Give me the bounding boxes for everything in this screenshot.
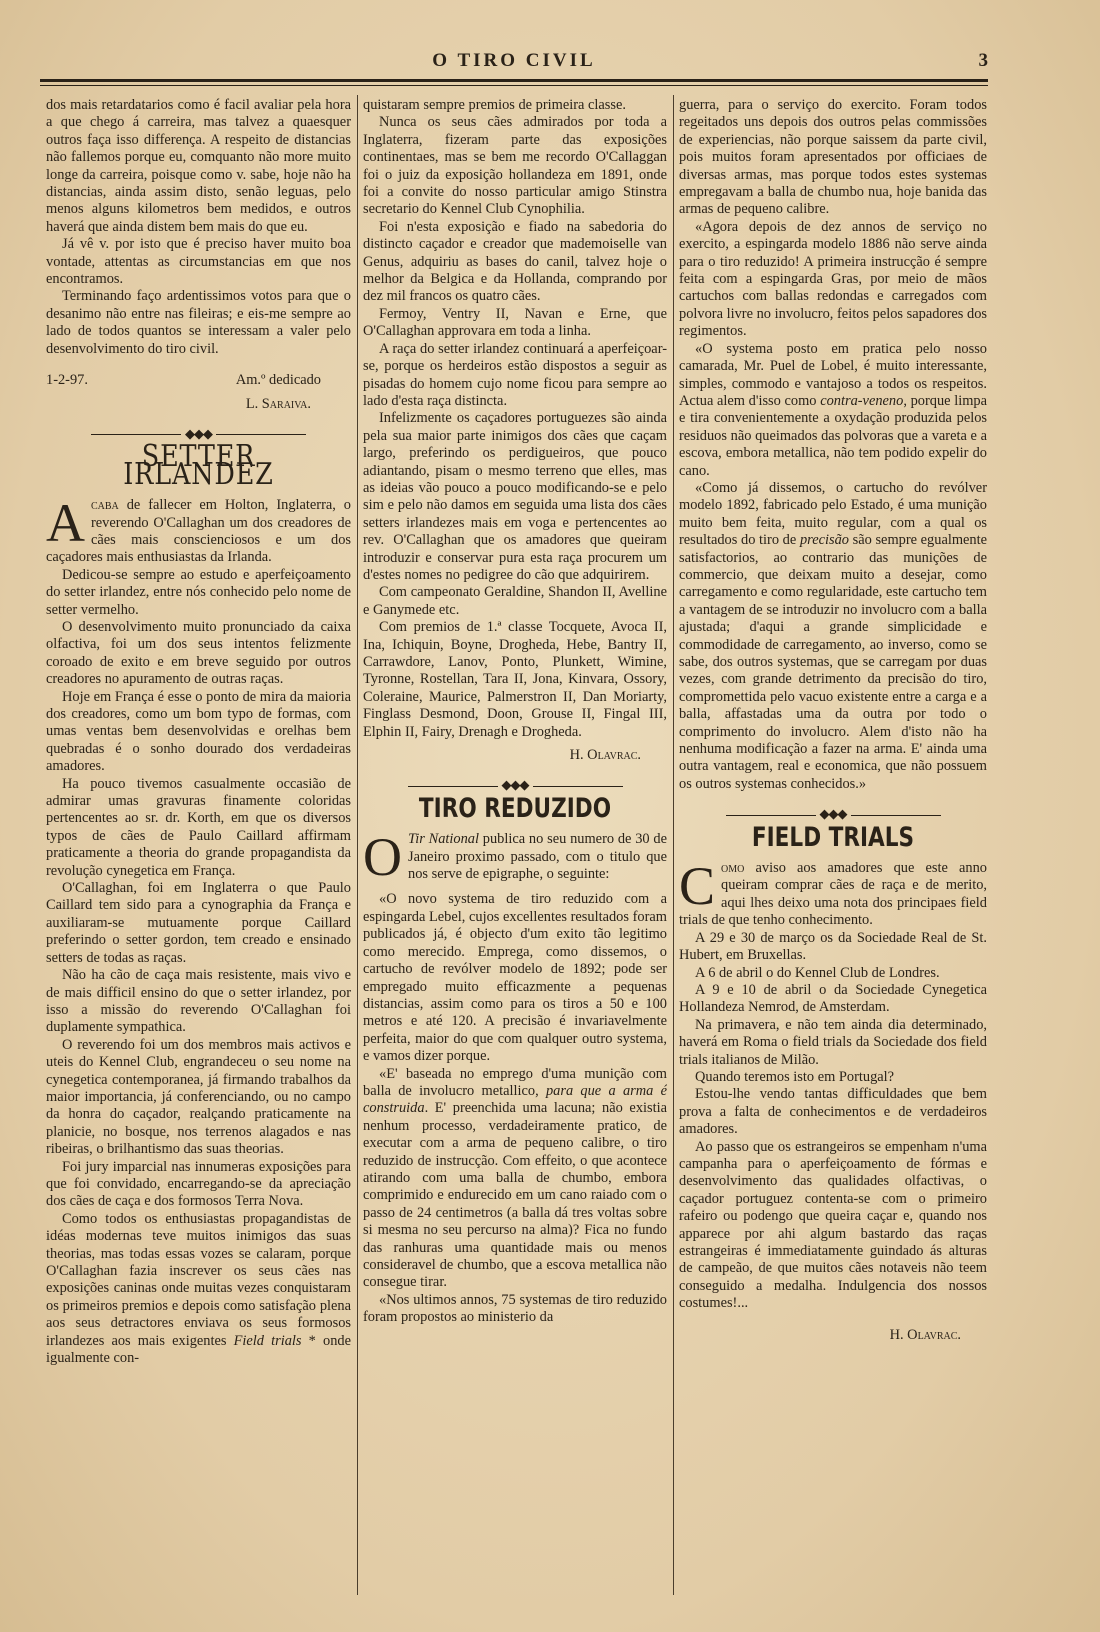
- paragraph: dos mais retardatarios como é facil avaliar pela hora a que chego á carreira, mas talvez a quaesquer outros faça isso differença. A respeito de distancias não fallemos porque eu, comquanto não more muito longe da carreira, poisque como v. sabe, hoje não ha distancias, ainda assim disto, senão leguas, pelo menos alguns kilometros bem medidos, e outros haverá que ainda distem bem mais do que eu.: [46, 97, 351, 235]
- paragraph: [679, 341, 987, 480]
- page-number: 3: [978, 50, 988, 71]
- signature-text: H. Olavrac.: [569, 747, 641, 764]
- paragraph-lead: [363, 827, 667, 888]
- column-divider-1: [357, 95, 358, 1595]
- paragraph: Foi jury imparcial nas innumeras exposições para que foi convidado, encarregando-se da apreciação dos cães de caça e dos formosos Terra Nova.: [46, 1158, 351, 1210]
- drop-cap: C: [679, 856, 716, 917]
- letter-date: 1-2-97.: [46, 372, 88, 389]
- paragraph: Hoje em França é esse o ponto de mira da maioria dos creadores, como um bom typo de formas, com umas ventas bem desenvolvidas e orelhas bem quebradas é o sonho dourado dos verdadeiras amadores.: [46, 688, 351, 775]
- paragraph: quistaram sempre premios de primeira classe.: [363, 97, 626, 113]
- drop-cap: O: [363, 827, 402, 888]
- lead-text: publica no seu numero de 30 de Janeiro proximo passado, com o titulo que nos serve de epigraphe, o seguinte:: [408, 831, 667, 883]
- section-heading: TIRO REDUZIDO: [418, 792, 612, 824]
- paragraph: guerra, para o serviço do exercito. Foram todos regeitados uns depois dos outros pelas commissões de experiencias, não porque saissem da parte civil, pois muitos foram apresentados por officiaes de diversas armas, mas porque todos estes systemas empregavam a balla de chumbo nua, hoje banida das armas de pequeno calibre.: [679, 97, 987, 218]
- masthead-rule-thin: [40, 85, 988, 86]
- paragraph: [46, 1211, 351, 1368]
- lead-text: de fallecer em Holton, Inglaterra, o reverendo O'Callaghan um dos creadores de cães mais conscienciosos e um dos caçadores mais enthusiastas da Irlanda.: [46, 497, 351, 566]
- article-signature: [363, 747, 667, 764]
- paragraph-lead: [679, 856, 987, 930]
- paragraph: Terminando faço ardentissimos votos para que o desanimo não entre nas fileiras; e eis-me sempre ao lado de todos quantos se interessam a valer pelo desenvolvimento do tiro civil.: [46, 288, 351, 357]
- letter-dateline: [46, 372, 351, 389]
- text: Como todos os enthusiastas propagandistas de idéas modernas teve muitos inimigos das suas theorias, mas todas essas vozes se calaram, porque O'Callaghan fazia inscrever os seus cães nas exposições caninas onde muitas vezes conquistaram os primeiros premios e depois como satisfação plena aos seus detractores enviava os seus formosos irlandezes aos mais exigentes: [46, 1210, 351, 1349]
- column-divider-2: [673, 95, 674, 1595]
- paragraph: Estou-lhe vendo tantas difficuldades que bem prova a falta de conhecimentos e de verdadeiros amadores.: [679, 1086, 987, 1138]
- paragraph: Quando teremos isto em Portugal?: [695, 1068, 895, 1085]
- drop-cap: A: [46, 493, 85, 554]
- paragraph: Ao passo que os estrangeiros se empenham n'uma campanha para o aperfeiçoamento de fórmas e desenvolvimento das qualidades olfactivas, o caçador portuguez contenta-se com o primeiro rafeiro ou podengo que queira caçar e, quando nos apparece por ahi algum bastardo das raças estrangeiras é immediatamente guindado ás alturas de campeão, de que muitos cães notaveis não teem conseguido a medalha. Indulgencia dos nossos costumes!...: [679, 1138, 987, 1312]
- paragraph: Dedicou-se sempre ao estudo e aperfeiçoamento do setter irlandez, entre nós conhecido pelo nome de setter vermelho.: [46, 566, 351, 618]
- paragraph: «Nos ultimos annos, 75 systemas de tiro reduzido foram propostos ao ministerio da: [363, 1291, 667, 1326]
- paragraph: Com campeonato Geraldine, Shandon II, Avelline e Ganymede etc.: [363, 584, 667, 618]
- emphasis: Field trials: [233, 1332, 302, 1349]
- paragraph: Não ha cão de caça mais resistente, mais vivo e de mais difficil ensino do que o setter irlandez, por isso a missão do reverendo O'Callaghan foi duplamente sympathica.: [46, 967, 351, 1036]
- section-ornament: ◆◆◆: [46, 425, 351, 442]
- text: «E' baseada no emprego d'uma munição com balla de involucro metallico,: [363, 1065, 667, 1099]
- signature-text: H. Olavrac.: [889, 1326, 961, 1343]
- paragraph: A 29 e 30 de março os da Sociedade Real de St. Hubert, em Bruxellas.: [679, 929, 987, 964]
- text: «O systema posto em pratica pelo nosso camarada, Mr. Puel de Lobel, é muito interessante, simples, commodo e vantajoso a todos os respeitos. Actua alem d'isso como: [679, 340, 987, 409]
- emphasis: precisão: [799, 532, 849, 549]
- newspaper-title: O TIRO CIVIL: [432, 50, 596, 71]
- paragraph: Com premios de 1.ª classe Tocquete, Avoca II, Ina, Ichiquin, Boyne, Drogheda, Hebe, Bantry II, Carrawdore, Lanov, Ponto, Plunkett, Wimine, Tyronne, Rostellan, Tara II, Jona, Kinvara, Ossory, Coleraine, Maurice, Palmerstron II, Dan Moriarty, Finglass Desmond, Doon, Grouse II, Fingal III, Elphin II, Fairy, Drenagh e Drogheda.: [363, 619, 667, 740]
- column-3: [679, 97, 987, 1597]
- spacer: [363, 883, 667, 891]
- paragraph: Nunca os seus cães admirados por toda a Inglaterra, fizeram parte das exposições continentaes, mas se bem me recordo O'Callaggan foi o juiz da exposição hollandeza em 1891, onde foi a convite do nosso particular amigo Stinstra secretario do Kennel Club Cynophilia.: [363, 114, 667, 218]
- lead-word: caba: [91, 497, 119, 514]
- lead-text: aviso aos amadores que este anno queiram comprar cães de raça e de merito, aqui lhes deixo uma nota dos principaes field trials de que tenho conhecimento.: [679, 860, 987, 929]
- paragraph: Ha pouco tivemos casualmente occasião de admirar umas gravuras finamente coloridas pertencentes ao sr. dr. Korth, em que os diversos typos de cães de Paulo Caillard affirmam praticamente a theoria do grande propagandista da revolução cynegetica em França.: [46, 775, 351, 879]
- paragraph: [363, 1066, 667, 1292]
- paragraph: «Agora depois de dez annos de serviço no exercito, a espingarda modelo 1886 não serve ainda para o tiro reduzido! A primeira instrucção é sempre feita com a espingarda Gras, por meio de mãos cartuchos com ballas redondas e carregados com polvora livre no involucro, feitos pelos sapadores dos regimentos.: [679, 218, 987, 340]
- text: , porque limpa e tira convenientemente a oxydação produzida pelos residuos não queimados das polvoras que a vareta e a escova, embora metallica, não tem podido expelir do cano.: [679, 392, 987, 479]
- paragraph: Foi n'esta exposição e fiado na sabedoria do distincto caçador e creador que mademoiselle van Genus, adquiriu as bases do canil, talvez hoje o melhor da Belgica e da Hollanda, comprando por dez mil francos os quatro cães.: [363, 218, 667, 305]
- paragraph: O'Callaghan, foi em Inglaterra o que Paulo Caillard tem sido para a cynographia da França e auxiliaram-se mutuamente porque Caillard preferindo o setter gordon, tem creado e ensinado setters de todas as raças.: [46, 880, 351, 966]
- paragraph: A raça do setter irlandez continuará a aperfeiçoar-se, porque os herdeiros estão dispostos a seguir as pisadas do homem cujo nome ficou para sempre ao lado d'esta raça distincta.: [363, 340, 667, 409]
- column-2: [363, 97, 667, 1597]
- masthead: [40, 50, 988, 80]
- paragraph-lead: [46, 493, 351, 567]
- paragraph: Na primavera, e não tem ainda dia determinado, haverá em Roma o field trials da Sociedade dos field trials italianos de Milão.: [679, 1016, 987, 1068]
- text: «Como já dissemos, o cartucho do revólver modelo 1892, fabricado pelo Estado, é uma munição muito bem feita, muito regular, com a qual os resultados do tiro de: [679, 479, 987, 549]
- section-heading: FIELD TRIALS: [751, 821, 915, 853]
- masthead-rule: [40, 79, 988, 82]
- paragraph: «O novo systema de tiro reduzido com a espingarda Lebel, cujos excellentes resultados foram publicados já, é objecto d'um exito tão legitimo como merecido. Emprega, como dissemos, o cartucho de revólver modelo de 1892; pode ser empregado muito efficazmente a pequenas distancias, assim como para os tiros a 50 e 100 metros e até 120. A precisão é invariavelmente perfeita, maior do que com qualquer outro systema, e vamos dizer porque.: [363, 891, 667, 1065]
- column-1: [46, 97, 351, 1597]
- letter-closing: Am.º dedicado: [235, 372, 321, 389]
- letter-signature: L. Saraiva.: [245, 395, 311, 412]
- paragraph: Infelizmente os caçadores portuguezes são ainda pela sua maior parte inimigos dos cães que caçam largo, preferindo os perdigueiros, que pouco adiantando, pisam o mesmo terreno que elles, mas as ideias vão pouco a pouco modificando-se e pelo sim e pelo não damos em seguida uma lista dos cães setters irlandezes mais em voga e pertencentes ao rev. O'Callaghan que os amadores que queiram introduzir e conservar pura esta raça procurem um d'estes nomes no pedigree do cão que adquirirem.: [363, 410, 667, 583]
- text: são sempre egualmente satisfactorios, ao contrario das munições de commercio, que deixam muito a desejar, como carregamento e como regularidade, este cartucho tem a vantagem de se introduzir no involucro com a balla ajustada; d'aqui a grande simplicidade e commodidade de carregamento, ao inverso, como se sabe, dos outros systemas, que se carregam por duas vezes, com grande detrimento da precisão do tiro, compromettida pelo vacuo existente entre a carga e a balla, affastadas uma da outra por todo o comprimento do involucro. Alem d'isto não ha nenhuma modificação a fazer na arma. E' ainda uma outra vantagem, real e economica, que não possuem os outros systemas conhecidos.»: [679, 532, 987, 792]
- emphasis: para que a arma é construida: [363, 1082, 667, 1117]
- paragraph: O reverendo foi um dos membros mais activos e uteis do Kennel Club, engrandeceu o seu nome na cynegetica contemporanea, já firmando trabalhos da maior importancia, já conferenciando, ou no campo da honra do caçador, realçando praticamente na planicie, no bosque, nos terrenos alagados e nas ribeiras, o brilhantismo das suas theorias.: [46, 1036, 351, 1158]
- paragraph: O desenvolvimento muito pronunciado da caixa olfactiva, foi um dos seus intentos felizmente coroado de exito e em breve seguido por outros creadores no apuramento de outras raças.: [46, 618, 351, 688]
- text: * onde igualmente con-: [46, 1332, 351, 1367]
- paragraph: [679, 480, 987, 793]
- section-heading: SETTER IRLANDEZ: [123, 439, 274, 492]
- paragraph: A 6 de abril o do Kennel Club de Londres.: [695, 964, 940, 981]
- section-ornament: ◆◆◆: [363, 776, 667, 793]
- lead-word: omo: [721, 860, 745, 877]
- paragraph: Fermoy, Ventry II, Navan e Erne, que O'Callaghan approvara em toda a linha.: [363, 305, 667, 340]
- section-ornament: ◆◆◆: [679, 805, 987, 822]
- emphasis: contra-veneno: [820, 392, 904, 409]
- article-signature: [679, 1327, 987, 1344]
- paragraph: Já vê v. por isto que é preciso haver muito boa vontade, attentas as circumstancias em que nos encontramos.: [46, 236, 351, 288]
- text: . E' preenchida uma lacuna; não existia nenhum processo, verdadeiramente pratico, de executar com a arma de pequeno calibre, o tiro reduzido de instrucção. Com effeito, o que acontece atirando com uma balla de chumbo, embora comprimido e endurecido em um cano raiado com o passo de 24 centimetros (a balla dá tres voltas sobre si mesma no seu percurso na alma)? Fica no fundo das ranhuras uma quantidade mais ou menos consideravel de chumbo, que a escova metallica não consegue tirar.: [363, 1100, 667, 1291]
- paragraph: A 9 e 10 de abril o da Sociedade Cynegetica Hollandeza Nemrod, de Amsterdam.: [679, 981, 987, 1016]
- emphasis: Tir National: [408, 831, 479, 848]
